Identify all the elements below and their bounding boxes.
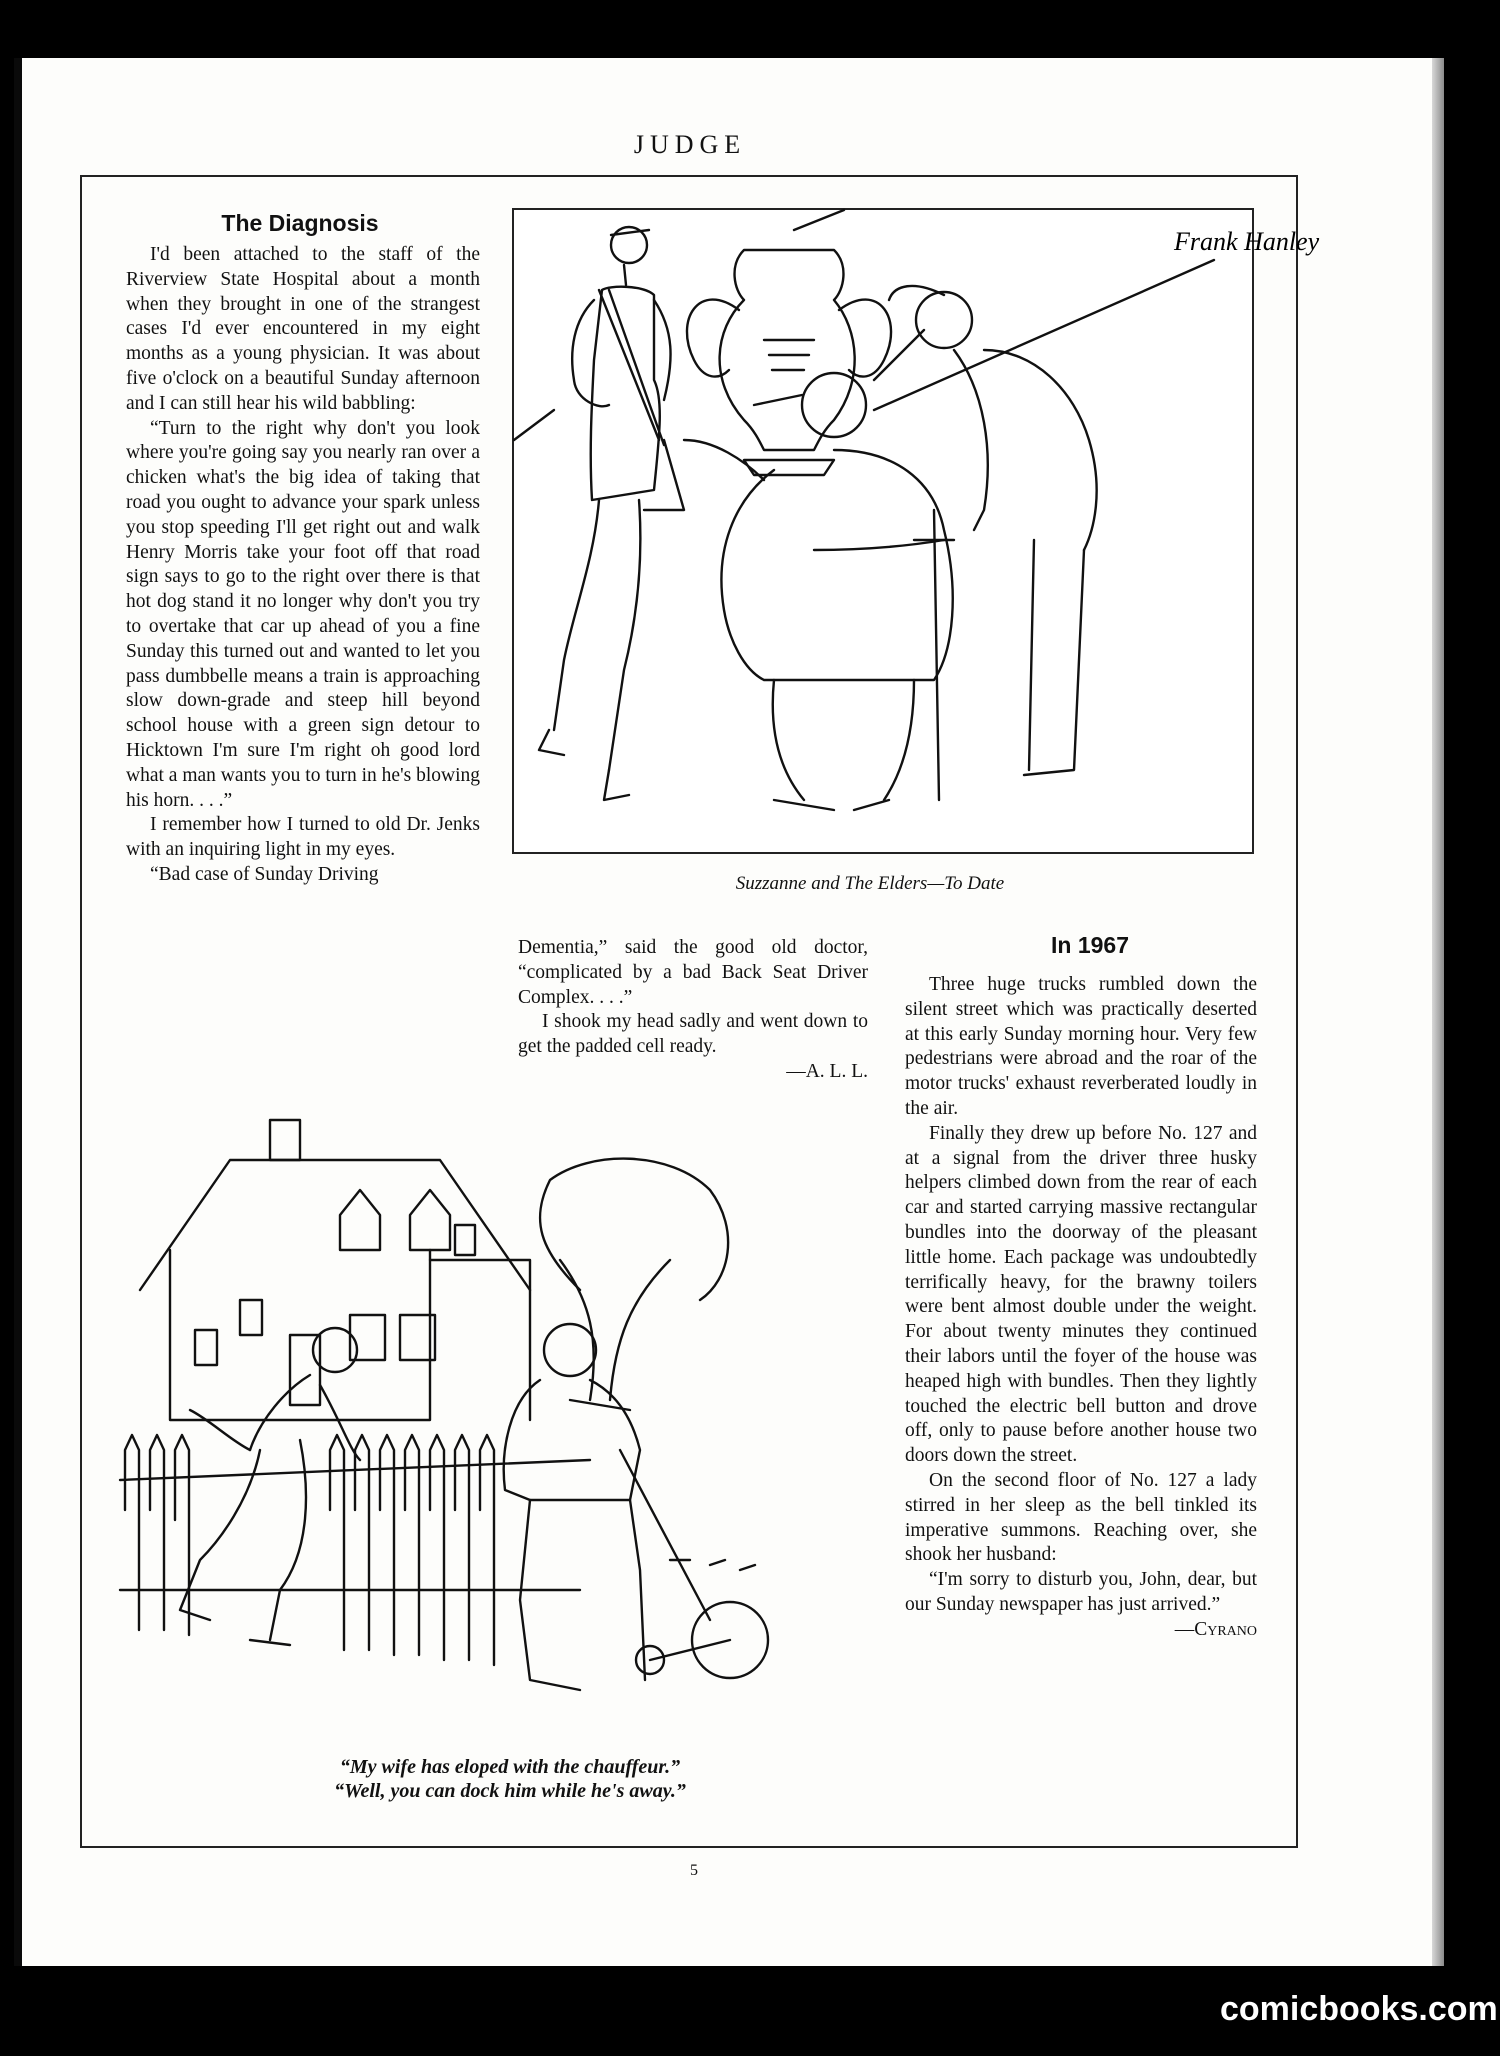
in1967-signature: —Cyrano <box>1174 1618 1257 1640</box>
in1967-paragraph: “I'm sorry to disturb you, John, dear, but our Sunday newspaper has just arrived.” <box>905 1569 1257 1615</box>
caption-line-1: “My wife has eloped with the chauffeur.” <box>339 1756 681 1778</box>
in1967-paragraph: Three huge trucks rumbled down the silent street which was practically deserted at this early Sunday morning hour. Very few pedestrians were abroad and the roar of the motor trucks' exhaust reverberated loudly in the air. <box>905 974 1257 1119</box>
artist-signature: Frank Hanley <box>1174 227 1320 256</box>
cartoon-suzzanne <box>512 208 1320 854</box>
cartoon-drawing <box>110 1120 880 1740</box>
caption-suzzanne: Suzzanne and The Elders—To Date <box>735 873 1005 894</box>
page-edge <box>1432 58 1444 1966</box>
diagnosis-column-2 <box>518 936 868 1085</box>
caption-line-2: “Well, you can dock him while he's away.” <box>334 1780 686 1802</box>
caption-chauffeur <box>200 1755 820 1803</box>
diagnosis-paragraph: “Bad case of Sunday Driving <box>150 863 379 885</box>
site-watermark: comicbooks.com <box>1220 1990 1498 2028</box>
diagnosis-paragraph: Dementia,” said the good old doctor, “complicated by a bad Back Seat Driver Complex. . . .” <box>518 937 868 1008</box>
diagnosis-paragraph: I remember how I turned to old Dr. Jenks with an inquiring light in my eyes. <box>126 814 480 861</box>
diagnosis-paragraph: I shook my head sadly and went down to get the padded cell ready. <box>518 1011 868 1058</box>
diagnosis-paragraph: “Turn to the right why don't you look where you're going say you nearly ran over a chicken what's the big idea of taking that road you ought to advance your spark unless you stop speeding I'll get right out and walk Henry Morris take your foot off that road sign says to go to the right over there is that hot dog stand it no longer why don't you try to overtake that car up ahead of you a fine Sunday this turned out and wanted to let you pass dumbbelle means a train is approaching slow down-grade and steep hill beyond school house with a green sign detour to Hicktown I'm sure I'm right oh good lord what a man wants you to turn in he's blowing his horn. . . .” <box>126 417 480 811</box>
diagnosis-title: The Diagnosis <box>221 210 379 236</box>
running-head: JUDGE <box>633 130 747 159</box>
in1967-column <box>905 973 1257 1643</box>
in1967-title: In 1967 <box>1051 932 1129 958</box>
diagnosis-signature: —A. L. L. <box>786 1060 868 1082</box>
cartoon-chauffeur <box>110 1120 880 1740</box>
in1967-paragraph: On the second floor of No. 127 a lady stirred in her sleep as the bell tinkled its imperative summons. Reaching over, she shook her husband: <box>905 1469 1257 1566</box>
cartoon-drawing <box>514 210 1320 856</box>
diagnosis-paragraph: I'd been attached to the staff of the Riverview State Hospital about a month when they brought in one of the strangest cases I'd ever encountered in my eight months as a young physician. It was about five o'clock on a beautiful Sunday afternoon and I can still hear his wild babbling: <box>126 244 480 414</box>
page-number: 5 <box>690 1862 698 1879</box>
in1967-paragraph: Finally they drew up before No. 127 and at a signal from the driver three husky helpers climbed down from the rear of each car and started carrying massive rectangular bundles into the doorway of the pleasant little home. Each package was undoubtedly terrifically heavy, for the brawny toilers were bent almost double under the weight. For about twenty minutes they continued their labors until the foyer of the house was heaped high with bundles. Then they lightly touched the electric bell button and drove off, only to pause before another house two doors down the street. <box>905 1122 1257 1467</box>
diagnosis-column-1 <box>126 243 480 888</box>
